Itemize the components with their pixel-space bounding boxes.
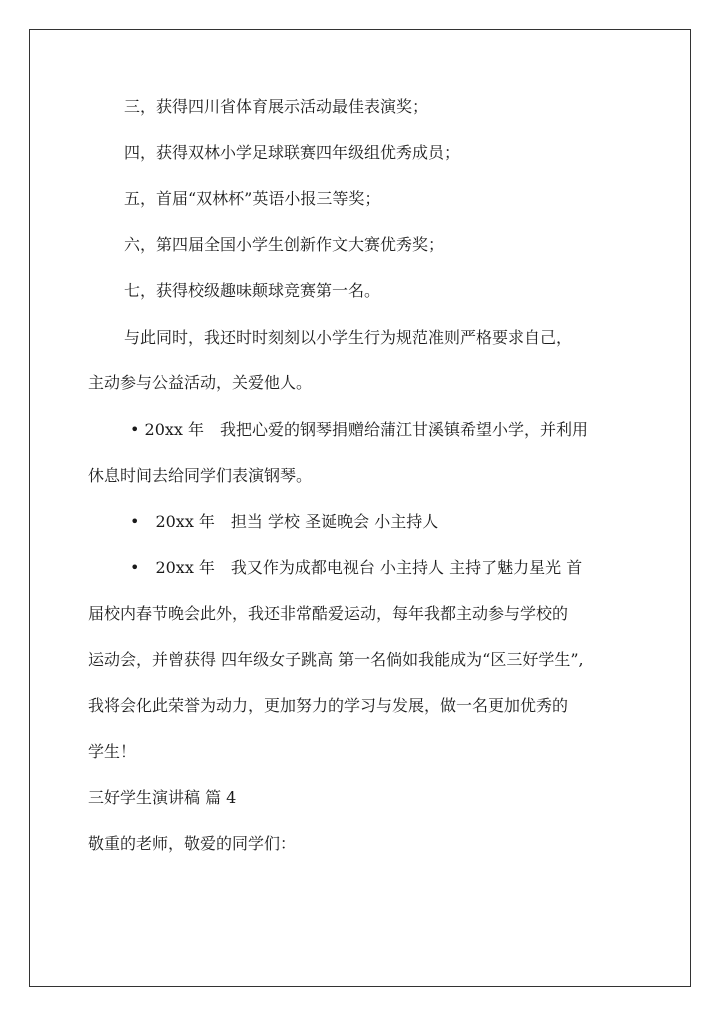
award-line-5: 五，首届“双林杯”英语小报三等奖； — [124, 189, 381, 208]
award-line-4: 四，获得双林小学足球联赛四年级组优秀成员； — [124, 143, 461, 162]
bullet-item-tv-host: • 20xx 年 我又作为成都电视台 小主持人 主持了魅力星光 首 — [130, 558, 583, 577]
paragraph-line: 运动会，并曾获得 四年级女子跳高 第一名倘如我能成为“区三好学生”, — [88, 650, 584, 669]
bullet-item-piano: • 20xx 年 我把心爱的钢琴捐赠给蒲江甘溪镇希望小学，并利用 — [130, 420, 589, 439]
award-line-3: 三，获得四川省体育展示活动最佳表演奖； — [124, 97, 429, 116]
bullet-item-christmas-host: • 20xx 年 担当 学校 圣诞晚会 小主持人 — [130, 512, 439, 531]
paragraph-line: 学生！ — [88, 742, 137, 761]
paragraph-line: 主动参与公益活动，关爱他人。 — [88, 373, 313, 392]
paragraph-line: 届校内春节晚会此外，我还非常酷爱运动，每年我都主动参与学校的 — [88, 604, 569, 623]
award-line-7: 七，获得校级趣味颠球竞赛第一名。 — [124, 281, 381, 300]
section-heading: 三好学生演讲稿 篇 4 — [88, 788, 237, 807]
paragraph-line: 我将会化此荣誉为动力，更加努力的学习与发展，做一名更加优秀的 — [88, 696, 569, 715]
paragraph-line: 与此同时，我还时时刻刻以小学生行为规范准则严格要求自己， — [124, 328, 573, 347]
salutation-line: 敬重的老师，敬爱的同学们： — [88, 834, 297, 853]
award-line-6: 六，第四届全国小学生创新作文大赛优秀奖； — [124, 235, 445, 254]
paragraph-line: 休息时间去给同学们表演钢琴。 — [88, 466, 313, 485]
